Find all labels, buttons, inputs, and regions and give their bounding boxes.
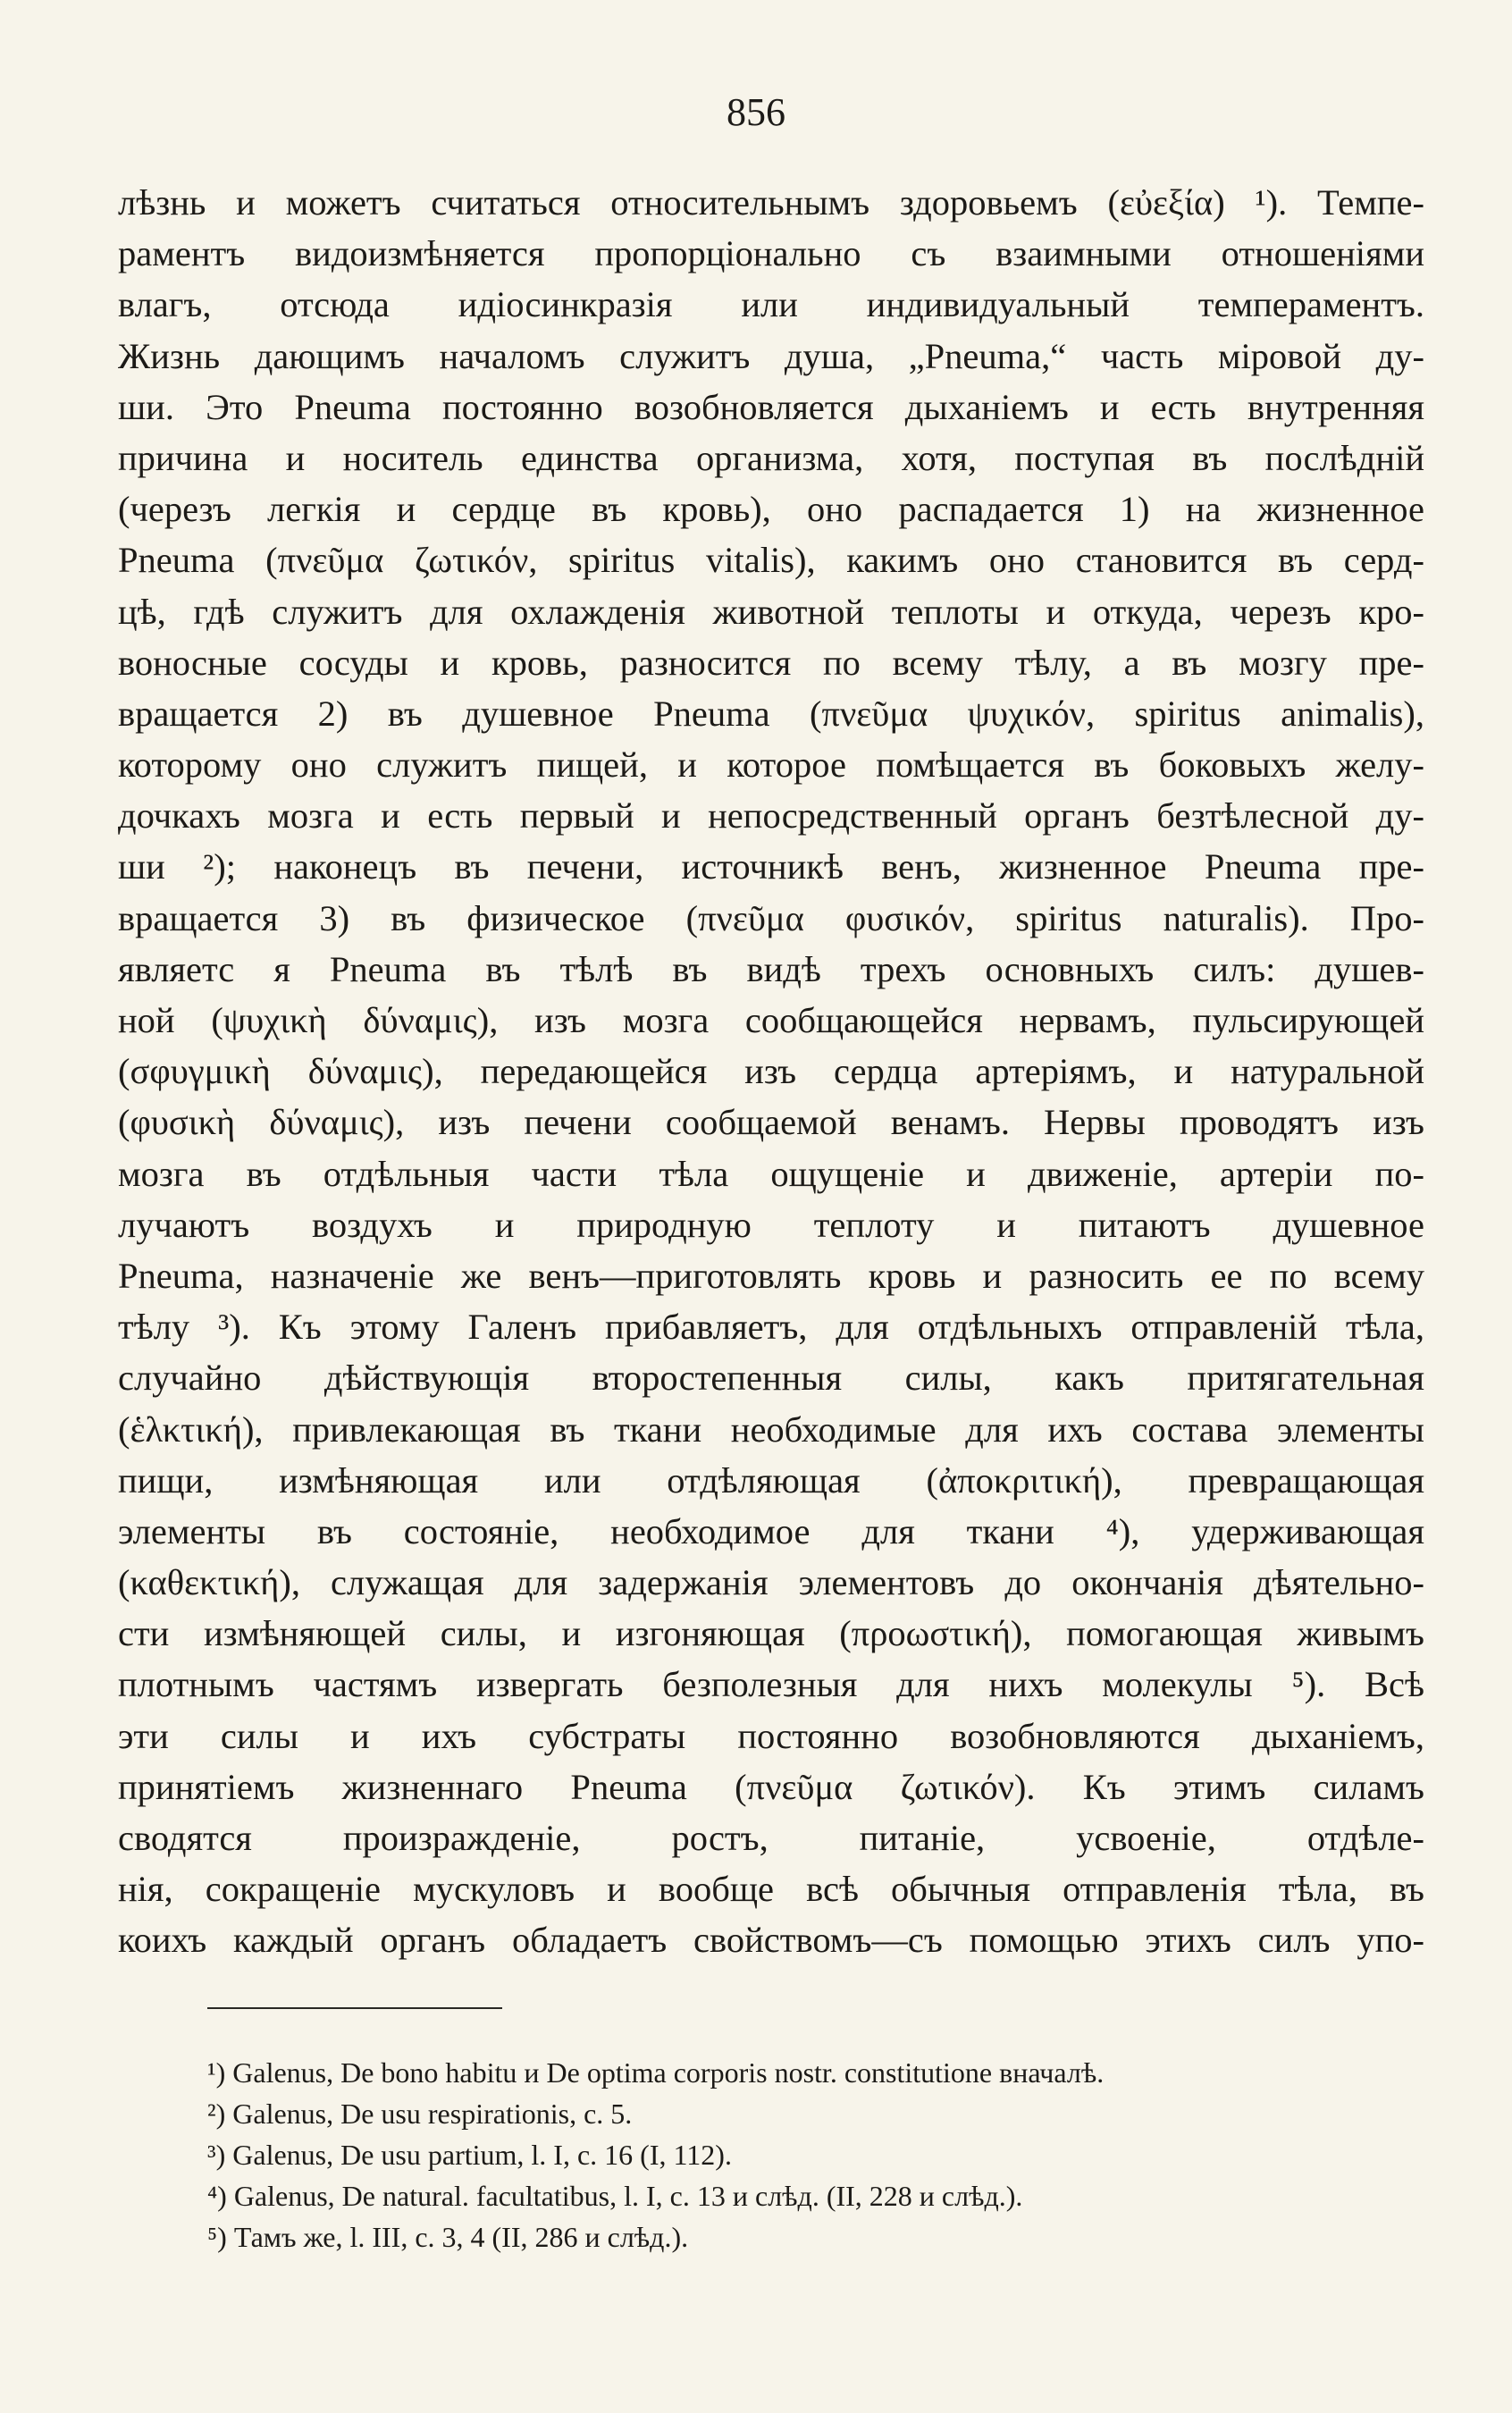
text-line: сти измѣняющей силы, и изгоняющая (προωστική), помогающая живымъ [118,1613,1424,1654]
text-line: которому оно служитъ пищей, и которое помѣщается въ боковыхъ желу- [118,744,1424,786]
text-line: коихъ каждый органъ обладаетъ свойствомъ—съ помощью этихъ силъ упо- [118,1920,1424,1961]
text-line: (σφυγμικὴ δύναμις), передающейся изъ сердца артеріямъ, и натуральной [118,1051,1424,1092]
text-line: (ἑλκτική), привлекающая въ ткани необходимые для ихъ состава элементы [118,1408,1424,1450]
page-number: 856 [727,90,785,134]
text-line: являетс я Pneuma въ тѣлѣ въ видѣ трехъ основныхъ силъ: душев- [118,948,1424,989]
footnote: ¹) Galenus, De bono habitu и De optima corporis nostr. constitutione вначалѣ. [207,2056,1105,2089]
text-line: принятіемъ жизненнаго Pneuma (πνεῦμα ζωτικόν). Къ этимъ силамъ [118,1766,1424,1807]
text-line: ши ²); наконецъ въ печени, источникѣ венъ, жизненное Pneuma пре- [118,846,1424,887]
text-line: вращается 3) въ физическое (πνεῦμα φυσικόν, spiritus naturalis). Про- [118,897,1424,938]
text-line: ной (ψυχικὴ δύναμις), изъ мозга сообщающейся нервамъ, пульсирующей [118,1000,1424,1040]
footnote-separator [207,2007,502,2009]
text-line: эти силы и ихъ субстраты постоянно возобновляются дыханіемъ, [118,1715,1424,1756]
text-line: тѣлу ³). Къ этому Галенъ прибавляетъ, для отдѣльныхъ отправленій тѣла, [118,1307,1424,1348]
text-line: дочкахъ мозга и есть первый и непосредственный органъ безтѣлесной ду- [118,795,1424,837]
text-line: (καθεκτική), служащая для задержанія элементовъ до окончанія дѣятельно- [118,1562,1424,1603]
footnotes [207,2052,1424,2257]
text-line: плотнымъ частямъ извергать безполезныя для нихъ молекулы ⁵). Всѣ [118,1664,1424,1705]
text-line: нія, сокращеніе мускуловъ и вообще всѣ обычныя отправленія тѣла, въ [118,1869,1424,1910]
text-line: цѣ, гдѣ служитъ для охлажденія животной теплоты и откуда, черезъ кро- [118,591,1424,632]
text-line: Pneuma, назначеніе же венъ—приготовлять кровь и разносить ее по всему [118,1255,1424,1296]
text-line: раментъ видоизмѣняется пропорціонально съ взаимными отношеніями [118,233,1424,274]
footnote: ⁵) Тамъ же, l. III, c. 3, 4 (II, 286 и слѣд.). [207,2221,689,2253]
text-line: лѣзнь и можетъ считаться относительнымъ здоровьемъ (εὐεξία) ¹). Темпе- [118,182,1424,223]
text-line: лучаютъ воздухъ и природную теплоту и питаютъ душевное [118,1204,1424,1245]
text-line: воносные сосуды и кровь, разносится по всему тѣлу, а въ мозгу пре- [118,642,1424,683]
text-line: (черезъ легкія и сердце въ кровь), оно распадается 1) на жизненное [118,489,1424,530]
text-line: элементы въ состояніе, необходимое для ткани ⁴), удерживающая [118,1510,1424,1551]
text-line: вращается 2) въ душевное Pneuma (πνεῦμα ψυχικόν, spiritus animalis), [118,693,1424,734]
text-line: сводятся произражденіе, ростъ, питаніе, усвоеніе, отдѣле- [118,1818,1424,1858]
footnote: ³) Galenus, De usu partium, l. I, c. 16 (I, 112). [207,2139,732,2171]
text-line: мозга въ отдѣльныя части тѣла ощущеніе и движеніе, артеріи по- [118,1153,1424,1194]
text-line: причина и носитель единства организма, хотя, поступая въ послѣдній [118,437,1424,478]
text-line: влагъ, отсюда идіосинкразія или индивидуальный темпераментъ. [118,284,1424,325]
text-line: Жизнь дающимъ началомъ служитъ душа, „Pneuma,“ часть міровой ду- [118,335,1424,376]
text-line: Pneuma (πνεῦμα ζωτικόν, spiritus vitalis), какимъ оно становится въ серд- [118,540,1424,581]
footnote: ⁴) Galenus, De natural. facultatibus, l. I, c. 13 и слѣд. (II, 228 и слѣд.). [207,2180,1023,2212]
text-line: ши. Это Pneuma постоянно возобновляется дыханіемъ и есть внутренняя [118,386,1424,427]
text-line: пищи, измѣняющая или отдѣляющая (ἀποκριτική), превращающая [118,1459,1424,1501]
footnote: ²) Galenus, De usu respirationis, c. 5. [207,2098,633,2130]
text-line: случайно дѣйствующія второстепенныя силы, какъ притягательная [118,1358,1424,1399]
text-line: (φυσικὴ δύναμις), изъ печени сообщаемой венамъ. Нервы проводятъ изъ [118,1102,1424,1143]
body-text [118,177,1424,1966]
